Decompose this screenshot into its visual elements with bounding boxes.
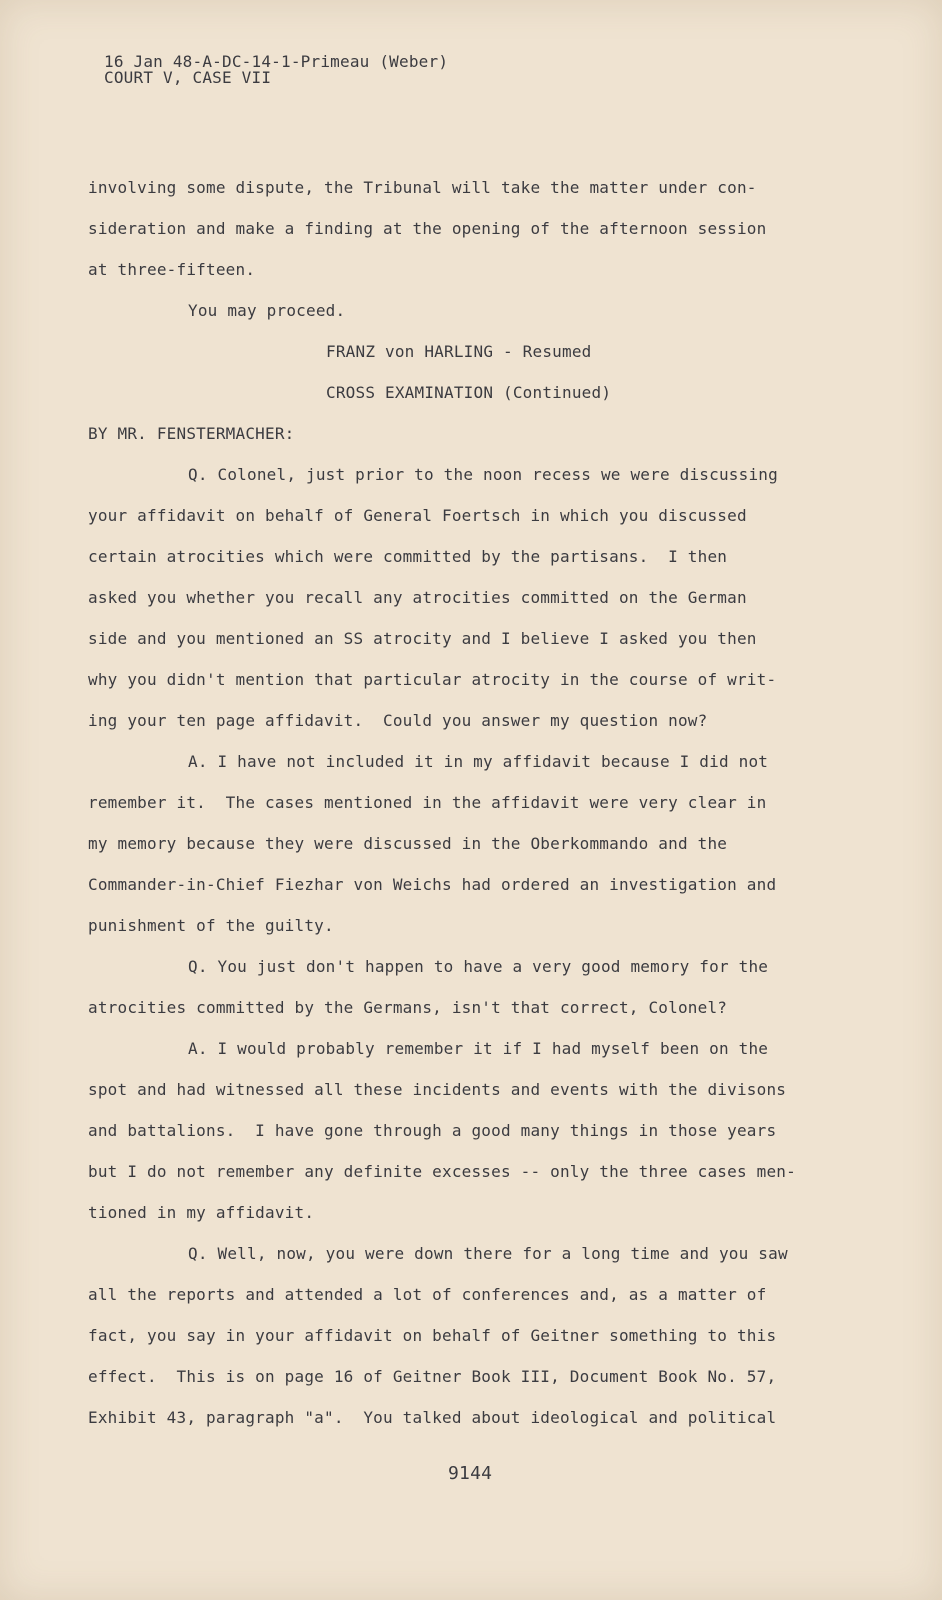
text-line: effect. This is on page 16 of Geitner Book III, Document Book No. 57, [88, 1367, 777, 1386]
text-line: but I do not remember any definite excesses -- only the three cases men- [88, 1162, 796, 1181]
text-line: Q. You just don't happen to have a very good memory for the [188, 957, 769, 976]
text-line: You may proceed. [188, 301, 346, 320]
text-line: why you didn't mention that particular atrocity in the course of writ- [88, 670, 777, 689]
text-line: Q. Colonel, just prior to the noon recess we were discussing [188, 465, 778, 484]
text-line: A. I have not included it in my affidavit because I did not [188, 752, 769, 771]
text-line: tioned in my affidavit. [88, 1203, 315, 1222]
text-line: fact, you say in your affidavit on behalf of Geitner something to this [88, 1326, 777, 1345]
page-number: 9144 [448, 1463, 493, 1484]
text-line: involving some dispute, the Tribunal will take the matter under con- [88, 178, 757, 197]
text-line: Commander-in-Chief Fiezhar von Weichs had ordered an investigation and [88, 875, 777, 894]
text-line: asked you whether you recall any atrocities committed on the German [88, 588, 747, 607]
text-line: A. I would probably remember it if I had myself been on the [188, 1039, 769, 1058]
examination-heading: CROSS EXAMINATION (Continued) [326, 383, 612, 402]
text-line: sideration and make a finding at the opening of the afternoon session [88, 219, 767, 238]
text-line: side and you mentioned an SS atrocity and I believe I asked you then [88, 629, 757, 648]
text-line: my memory because they were discussed in the Oberkommando and the [88, 834, 728, 853]
document-header [104, 54, 448, 86]
header-line-1: 16 Jan 48-A-DC-14-1-Primeau (Weber) [104, 52, 449, 71]
text-line: at three-fifteen. [88, 260, 256, 279]
header-line-2: COURT V, CASE VII [104, 68, 272, 87]
witness-heading: FRANZ von HARLING - Resumed [326, 342, 592, 361]
examiner-line: BY MR. FENSTERMACHER: [88, 424, 295, 443]
text-line: spot and had witnessed all these incidents and events with the divisons [88, 1080, 787, 1099]
text-line: all the reports and attended a lot of conferences and, as a matter of [88, 1285, 767, 1304]
text-line: atrocities committed by the Germans, isn't that correct, Colonel? [88, 998, 728, 1017]
text-line: certain atrocities which were committed by the partisans. I then [88, 547, 728, 566]
transcript-body [88, 178, 828, 1449]
text-line: remember it. The cases mentioned in the affidavit were very clear in [88, 793, 767, 812]
text-line: your affidavit on behalf of General Foertsch in which you discussed [88, 506, 747, 525]
text-line: Q. Well, now, you were down there for a long time and you saw [188, 1244, 788, 1263]
text-line: and battalions. I have gone through a good many things in those years [88, 1121, 777, 1140]
text-line: ing your ten page affidavit. Could you answer my question now? [88, 711, 708, 730]
text-line: punishment of the guilty. [88, 916, 334, 935]
text-line: Exhibit 43, paragraph "a". You talked about ideological and political [88, 1408, 777, 1427]
